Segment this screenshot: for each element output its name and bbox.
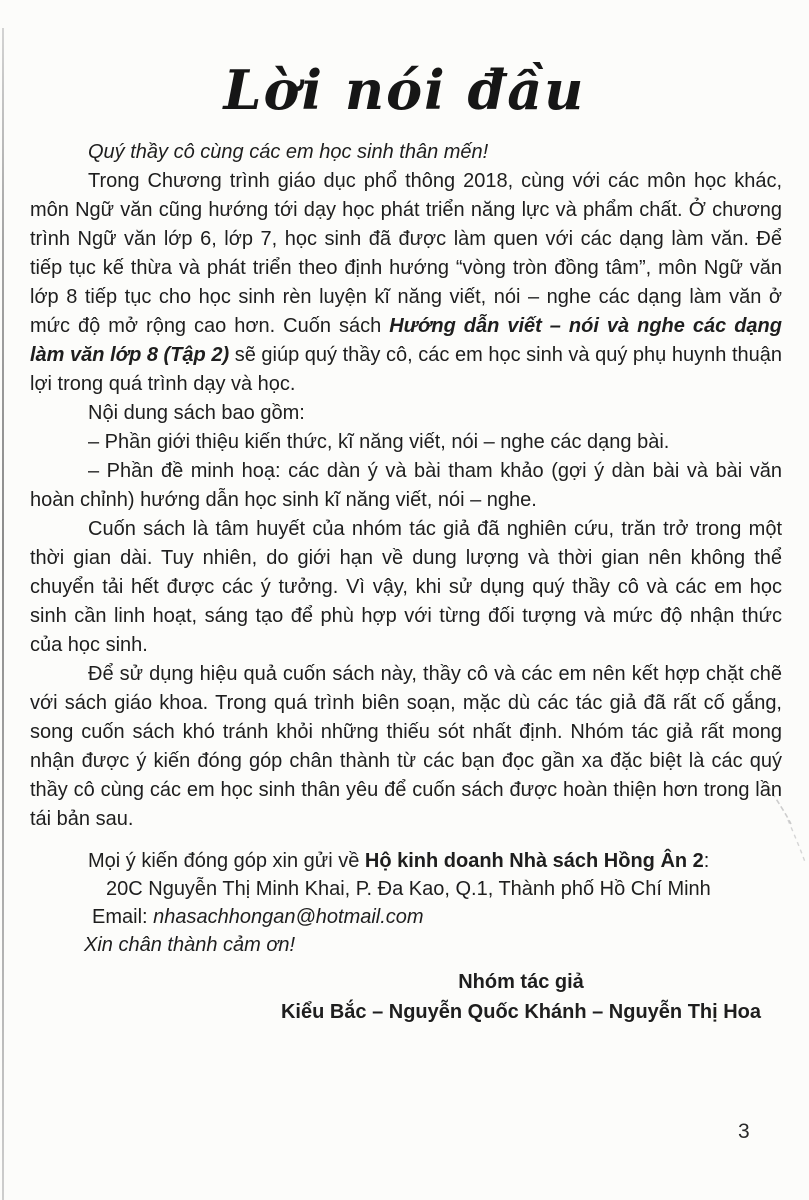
thanks-line: Xin chân thành cảm ơn!: [84, 934, 296, 956]
contents-intro-line: Nội dung sách bao gồm:: [88, 402, 305, 424]
contact-line-post: :: [703, 850, 710, 872]
contents-bullet-1: – Phần giới thiệu kiến thức, kĩ năng viết, nói – nghe các dạng bài.: [88, 431, 670, 453]
email-address: nhasachhongan@hotmail.com: [153, 906, 424, 928]
authors-names: Kiểu Bắc – Nguyễn Quốc Khánh – Nguyễn Thị Hoa: [280, 1001, 762, 1023]
contents-bullet-2: – Phần đề minh hoạ: các dàn ý và bài tham khảo (gợi ý dàn bài và bài văn hoàn chỉnh) hướng dẫn học sinh kĩ năng viết, nói – nghe.: [30, 460, 782, 511]
page-title: Lời nói đầu: [223, 58, 586, 122]
page-number: 3: [738, 1120, 750, 1143]
contact-line-pre: Mọi ý kiến đóng góp xin gửi về: [88, 850, 365, 872]
authors-block: [30, 967, 782, 1027]
paragraph-intro-pre: Trong Chương trình giáo dục phổ thông 2018, cùng với các môn học khác, môn Ngữ văn cũng hướng tới dạy học phát triển năng lực và phẩm chất. Ở chương trình Ngữ văn lớp 6, lớp 7, học sinh đã được làm quen với các dạng làm văn. Để tiếp tục kế thừa và phát triển theo định hướng “vòng tròn đồng tâm”, môn Ngữ văn lớp 8 tiếp tục cho học sinh rèn luyện kĩ năng viết, nói – nghe các dạng làm văn ở mức độ mở rộng cao hơn. Cuốn sách: [30, 170, 782, 337]
book-title-text: Hướng dẫn viết – nói và nghe các dạng làm văn lớp 8 (Tập 2): [30, 315, 782, 366]
publisher-address: 20C Nguyễn Thị Minh Khai, P. Đa Kao, Q.1, Thành phố Hồ Chí Minh: [106, 878, 711, 900]
email-line: [30, 903, 782, 931]
paragraph-intro: [30, 167, 782, 399]
page-edge-scan-line: [2, 28, 4, 1200]
paragraph-feedback: Để sử dụng hiệu quả cuốn sách này, thầy cô và các em nên kết hợp chặt chẽ với sách giáo khoa. Trong quá trình biên soạn, mặc dù các tác giả đã rất cố gắng, song cuốn sách khó tránh khỏi những thiếu sót nhất định. Nhóm tác giả rất mong nhận được ý kiến đóng góp chân thành từ các bạn đọc gần xa đặc biệt là các quý thầy cô cùng các em học sinh thân yêu để cuốn sách được hoàn thiện hơn trong lần tái bản sau.: [30, 663, 782, 830]
contact-block: [30, 847, 782, 959]
contact-line: [30, 847, 782, 875]
preface-content: [30, 138, 782, 1027]
authors-heading: Nhóm tác giả: [458, 971, 584, 993]
publisher-name: Hộ kinh doanh Nhà sách Hồng Ân 2: [364, 850, 704, 872]
paragraph-limitations: Cuốn sách là tâm huyết của nhóm tác giả đã nghiên cứu, trăn trở trong một thời gian dài. Tuy nhiên, do giới hạn về dung lượng và thời gian nên không thể chuyển tải hết được các ý tưởng. Vì vậy, khi sử dụng quý thầy cô và các em học sinh cần linh hoạt, sáng tạo để phù hợp với từng đối tượng và mức độ nhận thức của học sinh.: [30, 518, 782, 656]
greeting-line: Quý thầy cô cùng các em học sinh thân mến!: [88, 141, 489, 163]
email-label: Email:: [92, 906, 154, 928]
paragraph-intro-post: sẽ giúp quý thầy cô, các em học sinh và quý phụ huynh thuận lợi trong quá trình dạy và học.: [30, 344, 782, 395]
